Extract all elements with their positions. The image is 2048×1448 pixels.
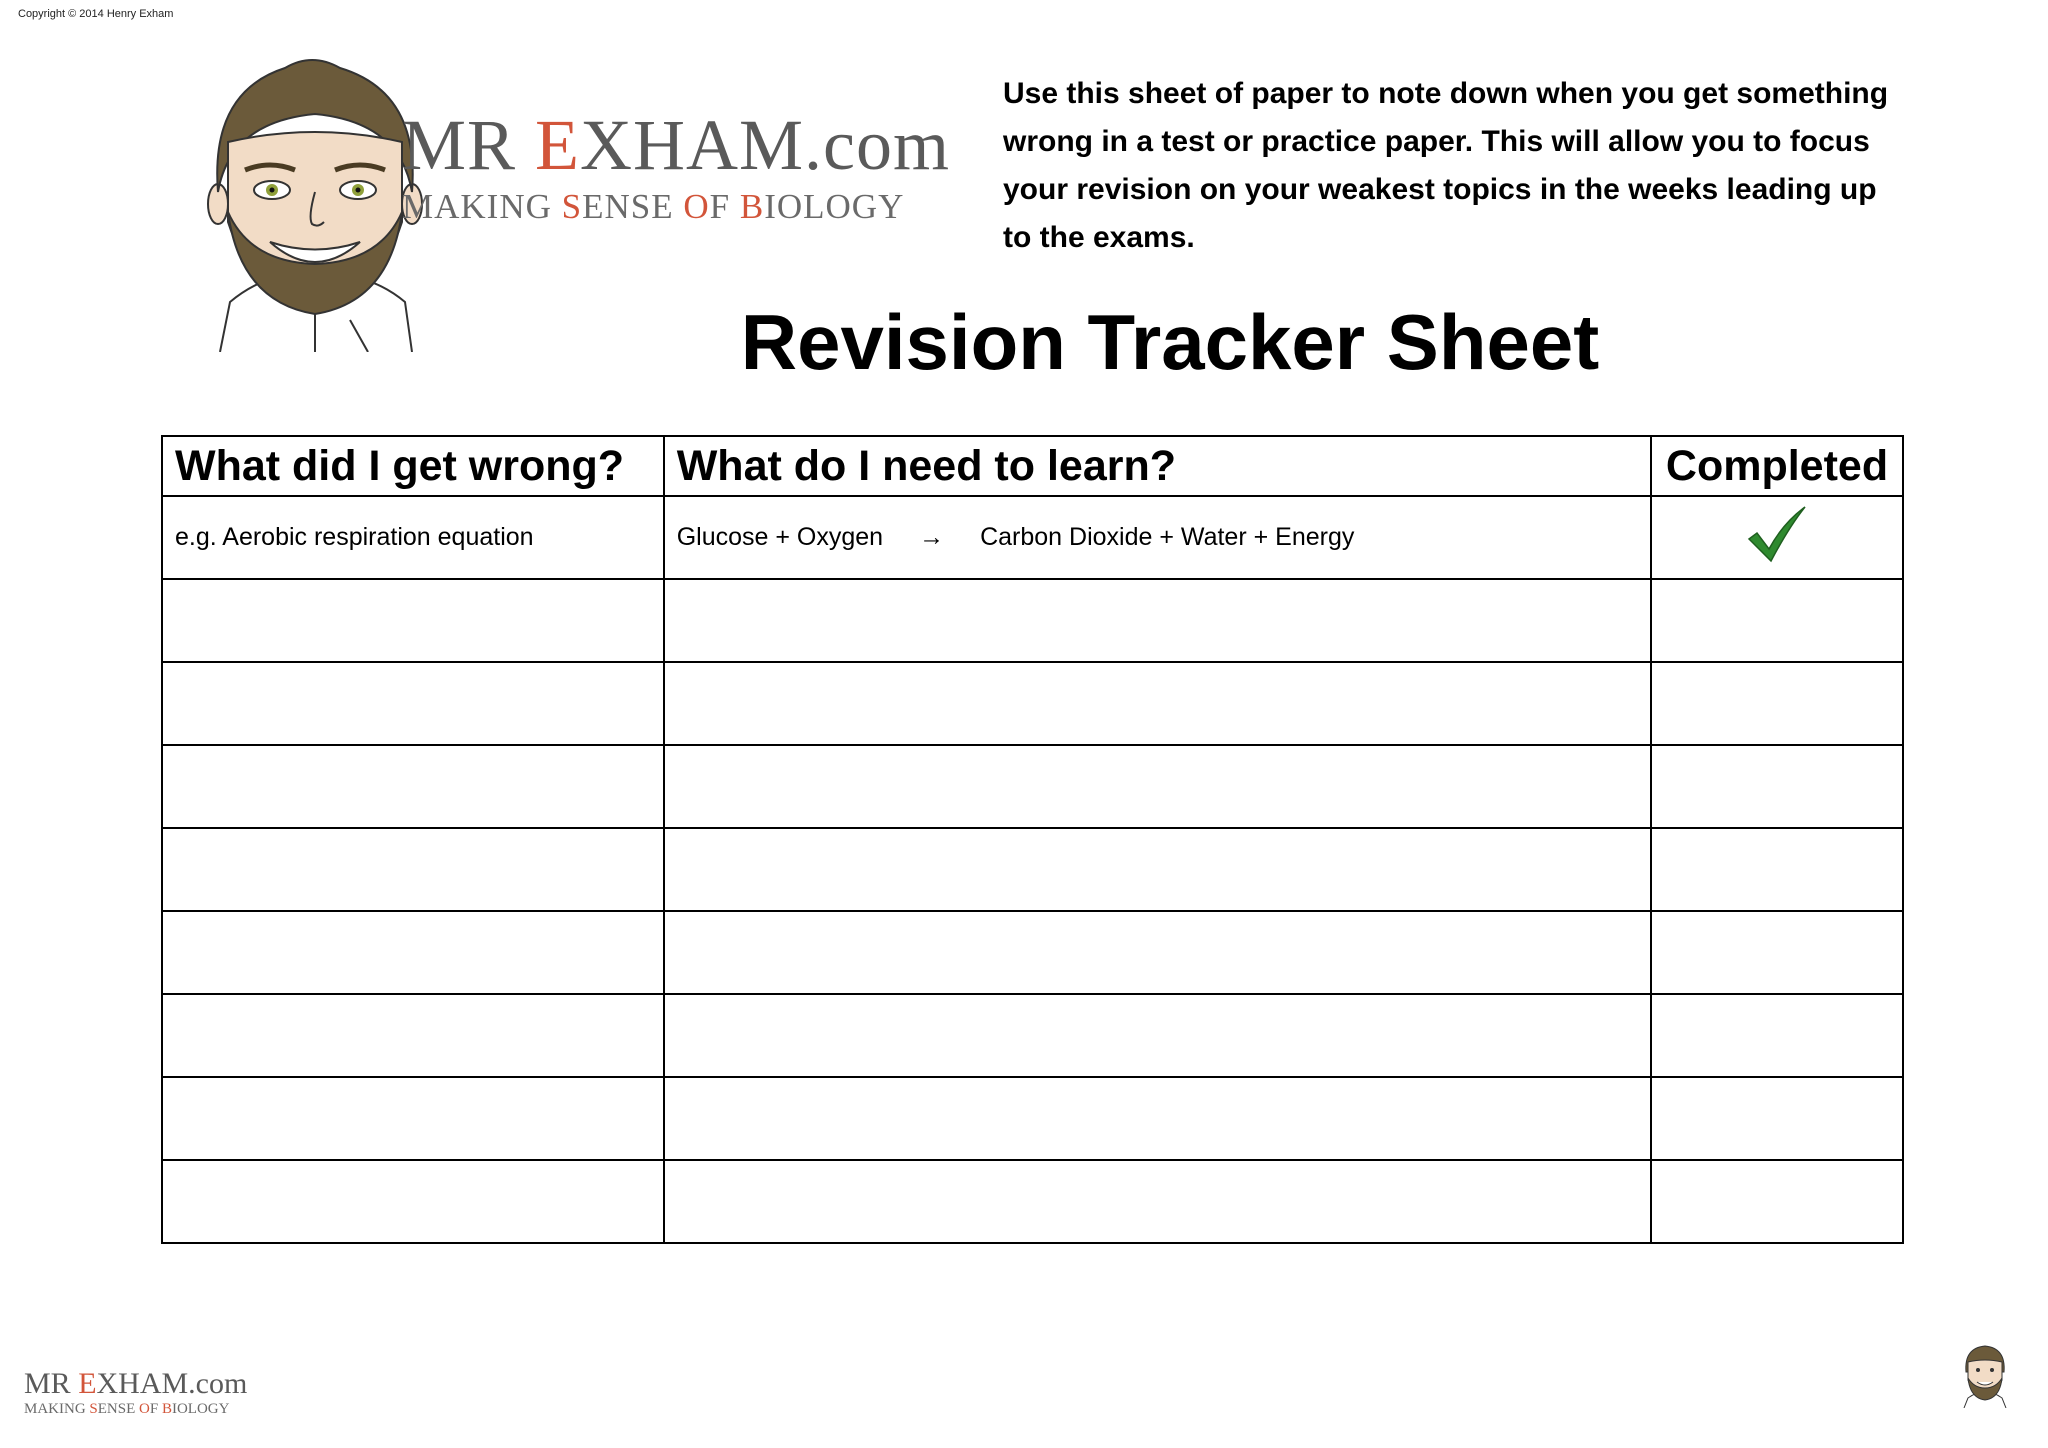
table-row (162, 579, 1903, 662)
completed-cell[interactable] (1651, 911, 1903, 994)
example-learn-left: Glucose + Oxygen (676, 523, 884, 551)
table-row (162, 994, 1903, 1077)
table-row (162, 1077, 1903, 1160)
wrong-cell[interactable] (162, 911, 664, 994)
wrong-cell[interactable] (162, 745, 664, 828)
logo-tagline: MAKING SENSE OF BIOLOGY (402, 187, 905, 226)
table-header-row (162, 436, 1903, 496)
table-row (162, 828, 1903, 911)
completed-cell[interactable] (1651, 1077, 1903, 1160)
header-completed: Completed (1651, 436, 1903, 496)
completed-cell[interactable] (1651, 1160, 1903, 1243)
revision-tracker-table (161, 435, 1904, 1244)
example-completed-cell (1651, 496, 1903, 579)
copyright-notice: Copyright © 2014 Henry Exham (18, 8, 174, 20)
logo-brand: MR EXHAM.com (402, 105, 950, 185)
completed-cell[interactable] (1651, 662, 1903, 745)
wrong-cell[interactable] (162, 662, 664, 745)
completed-cell[interactable] (1651, 745, 1903, 828)
table-row (162, 745, 1903, 828)
wrong-cell[interactable] (162, 828, 664, 911)
wrong-cell[interactable] (162, 994, 664, 1077)
learn-cell[interactable] (664, 745, 1651, 828)
arrow-icon: → (919, 523, 945, 551)
table-row (162, 911, 1903, 994)
completed-cell[interactable] (1651, 994, 1903, 1077)
table-row (162, 1160, 1903, 1243)
mr-exham-logo (402, 105, 950, 227)
learn-cell[interactable] (664, 828, 1651, 911)
mr-exham-face-illustration (200, 52, 430, 352)
header-what-wrong: What did I get wrong? (162, 436, 664, 496)
header-what-learn: What do I need to learn? (664, 436, 1651, 496)
footer-logo-brand: MR EXHAM.com (24, 1367, 248, 1400)
footer-face-icon (1960, 1342, 2010, 1408)
wrong-cell[interactable] (162, 1077, 664, 1160)
learn-cell[interactable] (664, 1160, 1651, 1243)
table-row (162, 662, 1903, 745)
learn-cell[interactable] (664, 1077, 1651, 1160)
footer-logo-tagline: MAKING SENSE OF BIOLOGY (24, 1401, 230, 1417)
wrong-cell[interactable] (162, 579, 664, 662)
example-learn-right: Carbon Dioxide + Water + Energy (980, 523, 1355, 551)
learn-cell[interactable] (664, 911, 1651, 994)
page-title: Revision Tracker Sheet (740, 298, 1600, 386)
wrong-cell[interactable] (162, 1160, 664, 1243)
learn-cell[interactable] (664, 579, 1651, 662)
completed-cell[interactable] (1651, 828, 1903, 911)
example-wrong-cell: e.g. Aerobic respiration equation (162, 496, 664, 579)
footer-logo (24, 1368, 247, 1418)
learn-cell[interactable] (664, 662, 1651, 745)
checkmark-icon (1745, 505, 1809, 563)
instructions-text: Use this sheet of paper to note down when you get something wrong in a test or practice paper. This will allow you to focus your revision on your weakest topics in the weeks leading up to the exams. (1003, 77, 1889, 254)
example-learn-cell (664, 496, 1651, 579)
learn-cell[interactable] (664, 994, 1651, 1077)
completed-cell[interactable] (1651, 579, 1903, 662)
table-row-example (162, 496, 1903, 579)
